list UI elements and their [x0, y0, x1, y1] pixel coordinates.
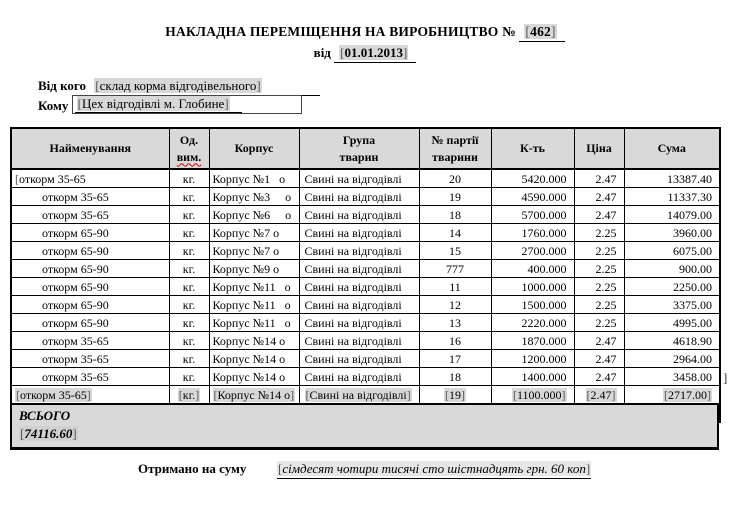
cell-qty-value: 1200.000: [521, 351, 567, 366]
cell-price: [574, 206, 624, 224]
cell-qty: [491, 224, 574, 242]
cell-sum-value: 4618.90: [673, 333, 712, 348]
cell-batch: [419, 224, 491, 242]
cell-name: [11, 350, 169, 368]
cell-unit: [169, 368, 209, 386]
cell-unit-value[interactable]: [ кг. ]: [178, 388, 200, 402]
cell-group-value: Свині на відгодівлі: [304, 369, 402, 384]
cell-qty-value: 2220.000: [521, 315, 567, 330]
cell-korpus-value: Корпус №9 о: [212, 261, 280, 276]
cell-group: [299, 386, 419, 404]
cell-price-value: 2.47: [595, 369, 617, 384]
cell-price: [574, 242, 624, 260]
cell-unit: [169, 386, 209, 404]
cell-qty-value: 1870.000: [521, 333, 567, 348]
cell-sum: [624, 206, 720, 224]
cell-group-value: Свині на відгодівлі: [304, 207, 402, 222]
received-value-underline: [277, 461, 591, 479]
cell-qty: [491, 386, 574, 404]
cell-price: [574, 386, 624, 404]
received-label: Отримано на суму: [138, 461, 247, 476]
cell-qty: [491, 350, 574, 368]
cell-batch: [419, 332, 491, 350]
cell-batch-value: 13: [449, 315, 461, 330]
cell-batch-value: 18: [449, 207, 461, 222]
cell-sum-value: 14079.00: [667, 207, 712, 222]
col-header-qty-label: К-ть: [520, 141, 545, 156]
table-row: [11, 386, 720, 404]
cell-name: [11, 169, 169, 188]
cell-unit: [169, 314, 209, 332]
cell-korpus-value: Корпус №6 о: [212, 207, 292, 222]
cell-korpus-value: Корпус №11 о: [212, 297, 291, 312]
to-line: [38, 95, 302, 114]
table-row: [11, 368, 720, 386]
cell-unit: [169, 278, 209, 296]
cell-qty: [491, 206, 574, 224]
cell-batch-value: 777: [446, 261, 464, 276]
from-value-field[interactable]: [ склад корма відгодівельного ]: [94, 78, 261, 93]
cell-unit-value: кг.: [182, 279, 196, 294]
cell-qty-value: 1000.000: [521, 279, 567, 294]
cell-batch-value: 18: [449, 369, 461, 384]
cell-name-value: откорм 65-90: [42, 279, 109, 294]
cell-batch: [419, 206, 491, 224]
col-header-unit: [169, 128, 209, 169]
cell-name-value: откорм 65-90: [42, 297, 109, 312]
cell-name: [11, 188, 169, 206]
cell-korpus: [209, 188, 299, 206]
to-underline: [75, 96, 242, 113]
cell-qty: [491, 169, 574, 188]
doc-number-field[interactable]: [ 462 ]: [524, 24, 556, 39]
cell-name: [11, 260, 169, 278]
cell-batch-value: 16: [449, 333, 461, 348]
cell-unit-value: кг.: [182, 369, 196, 384]
cell-korpus: [209, 260, 299, 278]
cell-qty: [491, 314, 574, 332]
cell-korpus-value: Корпус №14 о: [212, 369, 286, 384]
cell-group-value: Свині на відгодівлі: [304, 351, 402, 366]
cell-group: [299, 224, 419, 242]
cell-group-value: Свині на відгодівлі: [304, 279, 402, 294]
col-header-batch-line2: тварини: [432, 149, 478, 164]
cell-name-value: откорм 35-65: [42, 207, 109, 222]
cell-group: [299, 278, 419, 296]
cell-name-value: откорм 35-65: [42, 369, 109, 384]
table-body: [11, 169, 720, 422]
cell-price-value: 2.25: [595, 243, 617, 258]
cell-korpus-value: Корпус №14 о: [212, 351, 286, 366]
cell-sum-value: 6075.00: [673, 243, 712, 258]
cell-sum-value: 3375.00: [673, 297, 712, 312]
cell-price-value: 2.25: [595, 279, 617, 294]
cell-name-value: откорм 35-65: [42, 333, 109, 348]
cell-batch: [419, 169, 491, 188]
col-header-sum-label: Сума: [657, 141, 686, 156]
col-header-batch-line1: № партії: [431, 133, 479, 148]
to-label: Кому: [38, 98, 69, 113]
cell-name: [11, 386, 169, 404]
cell-sum-value: 2250.00: [673, 279, 712, 294]
table-row: [11, 350, 720, 368]
cell-korpus: [209, 169, 299, 188]
cell-qty-value: 1500.000: [521, 297, 567, 312]
cell-group: [299, 332, 419, 350]
cell-unit: [169, 332, 209, 350]
cell-sum: [624, 296, 720, 314]
cell-group-value[interactable]: [ Свині на відгодівлі ]: [305, 388, 412, 402]
from-label: Від кого: [38, 78, 87, 93]
col-header-price-label: Ціна: [586, 141, 612, 156]
cell-qty-value: 1760.000: [521, 225, 567, 240]
cell-qty: [491, 188, 574, 206]
cell-name: [11, 206, 169, 224]
cell-qty-value: 4590.000: [521, 189, 567, 204]
cell-korpus-value: Корпус №7 о: [212, 225, 280, 240]
to-value-box[interactable]: [72, 95, 302, 114]
cell-batch: [419, 260, 491, 278]
cell-sum-value: 4995.00: [673, 315, 712, 330]
cell-group-value: Свині на відгодівлі: [304, 225, 402, 240]
cell-sum-value: 11337.30: [667, 189, 712, 204]
cell-price: [574, 350, 624, 368]
cell-price: [574, 296, 624, 314]
cell-sum: [624, 169, 720, 188]
cell-price-value: 2.25: [595, 315, 617, 330]
cell-batch-value[interactable]: [ 19 ]: [444, 388, 466, 402]
cell-batch-value: 20: [449, 171, 461, 186]
cell-sum-value: 2964.00: [673, 351, 712, 366]
cell-unit-value: кг.: [182, 243, 196, 258]
cell-qty: [491, 242, 574, 260]
cell-price: [574, 278, 624, 296]
table-row: [11, 278, 720, 296]
table-row: [11, 296, 720, 314]
cell-qty-value: 1400.000: [521, 369, 567, 384]
cell-batch-value: 11: [449, 279, 461, 294]
cell-name: [11, 332, 169, 350]
cell-batch-value: 19: [449, 189, 461, 204]
cell-name-value: откорм 65-90: [42, 315, 109, 330]
cell-price: [574, 368, 624, 386]
doc-date-field[interactable]: [ 01.01.2013 ]: [339, 45, 408, 60]
col-header-sum: [624, 128, 720, 169]
cell-group: [299, 242, 419, 260]
cell-name: [11, 242, 169, 260]
cell-group-value: Свині на відгодівлі: [304, 315, 402, 330]
from-line: [38, 78, 320, 96]
cell-price: [574, 188, 624, 206]
table-row: [11, 169, 720, 188]
doc-date-underline: [334, 45, 416, 63]
date-word: від: [313, 45, 331, 60]
cell-batch-value: 17: [449, 351, 461, 366]
cell-unit: [169, 188, 209, 206]
doc-title: [0, 24, 730, 42]
cell-sum-value: 13387.40: [667, 171, 712, 186]
cell-name: [11, 314, 169, 332]
cell-sum: [624, 332, 720, 350]
cell-price-value: 2.25: [595, 261, 617, 276]
cell-korpus: [209, 206, 299, 224]
cell-batch: [419, 386, 491, 404]
cell-qty: [491, 278, 574, 296]
cell-name-value: откорм 65-90: [42, 243, 109, 258]
cell-name-value: откорм 35-65: [42, 189, 109, 204]
cell-price-value[interactable]: [ 2.47 ]: [586, 388, 617, 402]
cell-price: [574, 314, 624, 332]
cell-korpus: [209, 296, 299, 314]
cell-unit-value: кг.: [182, 171, 196, 186]
totals-value-field[interactable]: [ 74116.60 ]: [19, 426, 78, 441]
cell-price: [574, 224, 624, 242]
cell-unit: [169, 350, 209, 368]
col-header-batch: [419, 128, 491, 169]
col-header-qty: [491, 128, 574, 169]
table-row: [11, 260, 720, 278]
cell-unit-value: кг.: [182, 189, 196, 204]
cell-sum: [624, 314, 720, 332]
cell-batch: [419, 296, 491, 314]
table-row: [11, 314, 720, 332]
cell-price: [574, 332, 624, 350]
cell-group: [299, 206, 419, 224]
cell-group: [299, 314, 419, 332]
cell-sum: [624, 278, 720, 296]
form-field-end-marker: [723, 370, 727, 386]
cell-batch-value: 12: [449, 297, 461, 312]
cell-unit-value: кг.: [182, 261, 196, 276]
cell-price-value: 2.25: [595, 225, 617, 240]
cell-qty: [491, 260, 574, 278]
cell-qty: [491, 368, 574, 386]
col-header-korpus: [209, 128, 299, 169]
cell-group: [299, 350, 419, 368]
cell-batch: [419, 314, 491, 332]
cell-unit-value: кг.: [182, 351, 196, 366]
cell-korpus-value[interactable]: [ Корпус №14 о ]: [213, 388, 296, 402]
cell-price-value: 2.47: [595, 351, 617, 366]
cell-batch: [419, 350, 491, 368]
cell-price-value: 2.47: [595, 333, 617, 348]
col-header-name: [11, 128, 169, 169]
cell-qty-value: 400.000: [527, 261, 567, 276]
cell-sum-value: 3458.00: [673, 369, 712, 384]
to-value-field[interactable]: [ Цех відгодівлі м. Глобине ]: [77, 96, 230, 111]
cell-korpus: [209, 368, 299, 386]
cell-sum: [624, 260, 720, 278]
col-header-name-label: Найменування: [49, 141, 131, 156]
table-row: [11, 224, 720, 242]
cell-korpus: [209, 350, 299, 368]
table-row: [11, 188, 720, 206]
cell-qty-value: 5420.000: [521, 171, 567, 186]
cell-name-value: откорм 65-90: [42, 225, 109, 240]
cell-unit-value: кг.: [182, 333, 196, 348]
cell-unit: [169, 296, 209, 314]
cell-group-value: Свині на відгодівлі: [304, 171, 402, 186]
cell-unit: [169, 169, 209, 188]
cell-name-value: откорм 65-90: [42, 261, 109, 276]
cell-unit: [169, 242, 209, 260]
cell-name: [11, 278, 169, 296]
cell-price-value: 2.47: [595, 207, 617, 222]
cell-korpus: [209, 224, 299, 242]
cell-group-value: Свині на відгодівлі: [304, 333, 402, 348]
from-underline: [89, 78, 319, 96]
cell-batch: [419, 188, 491, 206]
col-header-price: [574, 128, 624, 169]
received-value-field[interactable]: [ сімдесят чотири тисячі сто шістнадцять грн. 60 коп ]: [277, 461, 591, 476]
cell-sum: [624, 188, 720, 206]
cell-sum: [624, 368, 720, 386]
cell-price: [574, 260, 624, 278]
cell-group: [299, 260, 419, 278]
cell-unit-value: кг.: [182, 297, 196, 312]
cell-qty: [491, 332, 574, 350]
cell-group-value: Свині на відгодівлі: [304, 189, 402, 204]
cell-batch: [419, 368, 491, 386]
cell-batch-value: 14: [449, 225, 461, 240]
col-header-group: [299, 128, 419, 169]
cell-korpus-value: Корпус №3 о: [212, 189, 292, 204]
cell-group: [299, 188, 419, 206]
table-row: [11, 242, 720, 260]
cell-group-value: Свині на відгодівлі: [304, 243, 402, 258]
cell-group-value: Свині на відгодівлі: [304, 261, 402, 276]
cell-unit: [169, 260, 209, 278]
cell-sum: [624, 242, 720, 260]
col-header-unit-line2: вим.: [176, 149, 202, 164]
cell-korpus: [209, 386, 299, 404]
cell-name-value: [ откорм 35-65: [15, 172, 86, 186]
table-header-row: [11, 128, 720, 169]
col-header-group-line2: тварин: [339, 149, 379, 164]
cell-korpus-value: Корпус №7 о: [212, 243, 280, 258]
cell-sum: [624, 224, 720, 242]
col-header-korpus-label: Корпус: [234, 141, 274, 156]
cell-price-value: 2.47: [595, 171, 617, 186]
col-header-unit-line1: Од.: [179, 133, 199, 148]
cell-korpus: [209, 278, 299, 296]
cell-korpus: [209, 332, 299, 350]
waybill-table: [10, 127, 721, 423]
doc-date-line: [0, 45, 730, 63]
cell-group: [299, 296, 419, 314]
cell-price-value: 2.47: [595, 189, 617, 204]
cell-korpus-value: Корпус №1 о: [212, 171, 286, 186]
cell-korpus: [209, 314, 299, 332]
cell-group: [299, 368, 419, 386]
cell-sum: [624, 386, 720, 404]
cell-unit-value: кг.: [182, 225, 196, 240]
cell-sum-value: 900.00: [679, 261, 712, 276]
totals-block: [10, 403, 719, 450]
doc-title-text: НАКЛАДНА ПЕРЕМІЩЕННЯ НА ВИРОБНИЦТВО №: [165, 24, 516, 39]
cell-unit-value: кг.: [182, 315, 196, 330]
cell-korpus-value: Корпус №11 о: [212, 315, 291, 330]
cell-korpus-value: Корпус №14 о: [212, 333, 286, 348]
cell-name: [11, 296, 169, 314]
cell-sum-value[interactable]: [ 2717.00 ]: [663, 388, 712, 402]
cell-qty-value: 2700.000: [521, 243, 567, 258]
cell-batch: [419, 242, 491, 260]
cell-name: [11, 224, 169, 242]
totals-label: ВСЬОГО: [19, 408, 71, 423]
cell-price: [574, 169, 624, 188]
cell-batch-value: 15: [449, 243, 461, 258]
cell-group-value: Свині на відгодівлі: [304, 297, 402, 312]
received-line: [0, 461, 730, 481]
cell-sum-value: 3960.00: [673, 225, 712, 240]
cell-name: [11, 368, 169, 386]
cell-qty-value: 5700.000: [521, 207, 567, 222]
cell-qty-value[interactable]: [ 1100.000 ]: [512, 388, 567, 402]
cell-unit: [169, 206, 209, 224]
cell-unit-value: кг.: [182, 207, 196, 222]
cell-batch: [419, 278, 491, 296]
cell-korpus-value: Корпус №11 о: [212, 279, 291, 294]
cell-korpus: [209, 242, 299, 260]
table-row: [11, 206, 720, 224]
cell-price-value: 2.25: [595, 297, 617, 312]
cell-name-value: откорм 35-65: [42, 351, 109, 366]
table-row: [11, 332, 720, 350]
doc-number-underline: [519, 24, 564, 42]
cell-qty: [491, 296, 574, 314]
cell-sum: [624, 350, 720, 368]
cell-unit: [169, 224, 209, 242]
col-header-group-line1: Група: [342, 133, 376, 148]
cell-group: [299, 169, 419, 188]
cell-name-value[interactable]: [ откорм 35-65 ]: [15, 388, 92, 402]
